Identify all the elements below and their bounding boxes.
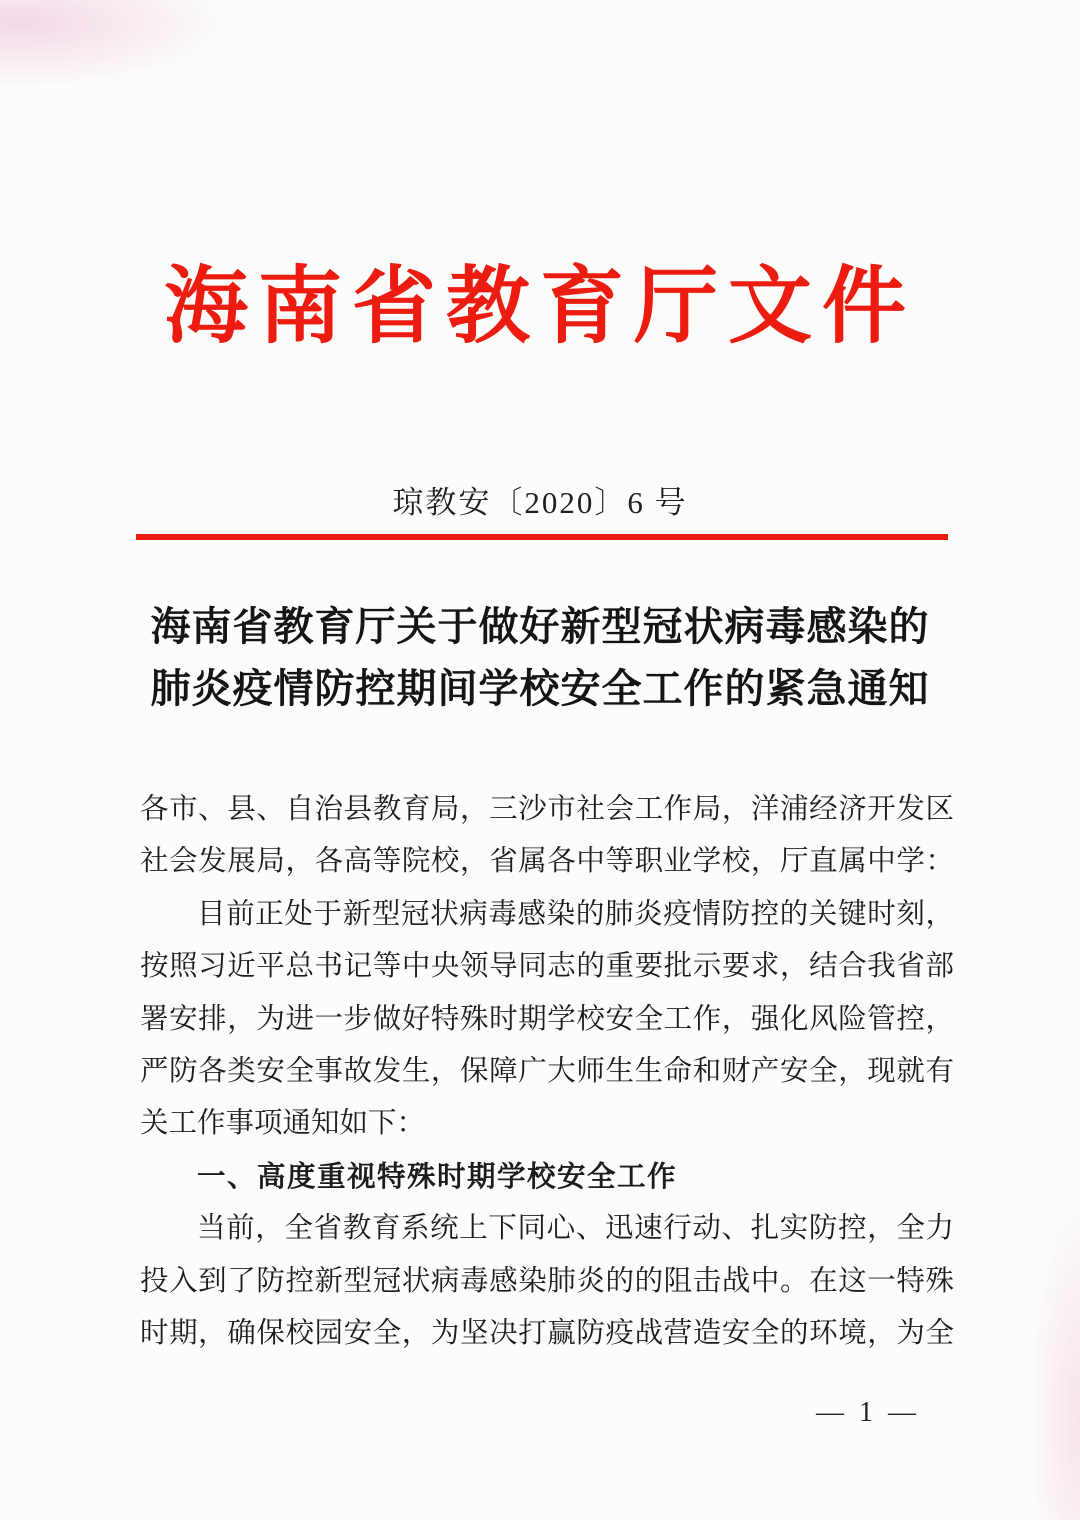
body-line: 关工作事项通知如下：: [140, 1108, 426, 1140]
notice-title-line-2: 肺炎疫情防控期间学校安全工作的紧急通知: [150, 666, 930, 711]
body-line: 社会发展局，各高等院校，省属各中等职业学校，厅直属中学：: [140, 846, 954, 878]
body-line: 按照习近平总书记等中央领导同志的重要批示要求，结合我省部: [140, 951, 954, 983]
notice-title-line-1: 海南省教育厅关于做好新型冠状病毒感染的: [150, 604, 930, 649]
red-divider-rule: [136, 534, 948, 540]
notice-body-text: [140, 784, 954, 1360]
body-line: 目前正处于新型冠状病毒感染的肺炎疫情防控的关键时刻，: [197, 898, 954, 930]
body-line: 严防各类安全事故发生，保障广大师生生命和财产安全，现就有: [140, 1055, 954, 1087]
notice-title: [0, 596, 1080, 720]
body-line: 时期，确保校园安全，为坚决打赢防疫战营造安全的环境，为全: [140, 1317, 954, 1349]
document-reference-number: 琼教安〔2020〕6 号: [392, 485, 688, 520]
body-line: 当前，全省教育系统上下同心、迅速行动、扎实防控，全力: [197, 1213, 954, 1245]
scan-smudge-artifact-top-left: [0, 0, 320, 150]
letterhead-title: 海南省教育厅文件: [163, 261, 916, 354]
body-line: 各市、县、自治县教育局，三沙市社会工作局，洋浦经济开发区: [140, 794, 954, 825]
body-line: 一、高度重视特殊时期学校安全工作: [197, 1160, 678, 1193]
body-line: 投入到了防控新型冠状病毒感染肺炎的的阻击战中。在这一特殊: [140, 1265, 954, 1297]
scan-smudge-artifact-bottom-right: [990, 1180, 1080, 1520]
body-line: 署安排，为进一步做好特殊时期学校安全工作，强化风险管控，: [140, 1003, 954, 1035]
page-number: — 1 —: [816, 1397, 920, 1428]
